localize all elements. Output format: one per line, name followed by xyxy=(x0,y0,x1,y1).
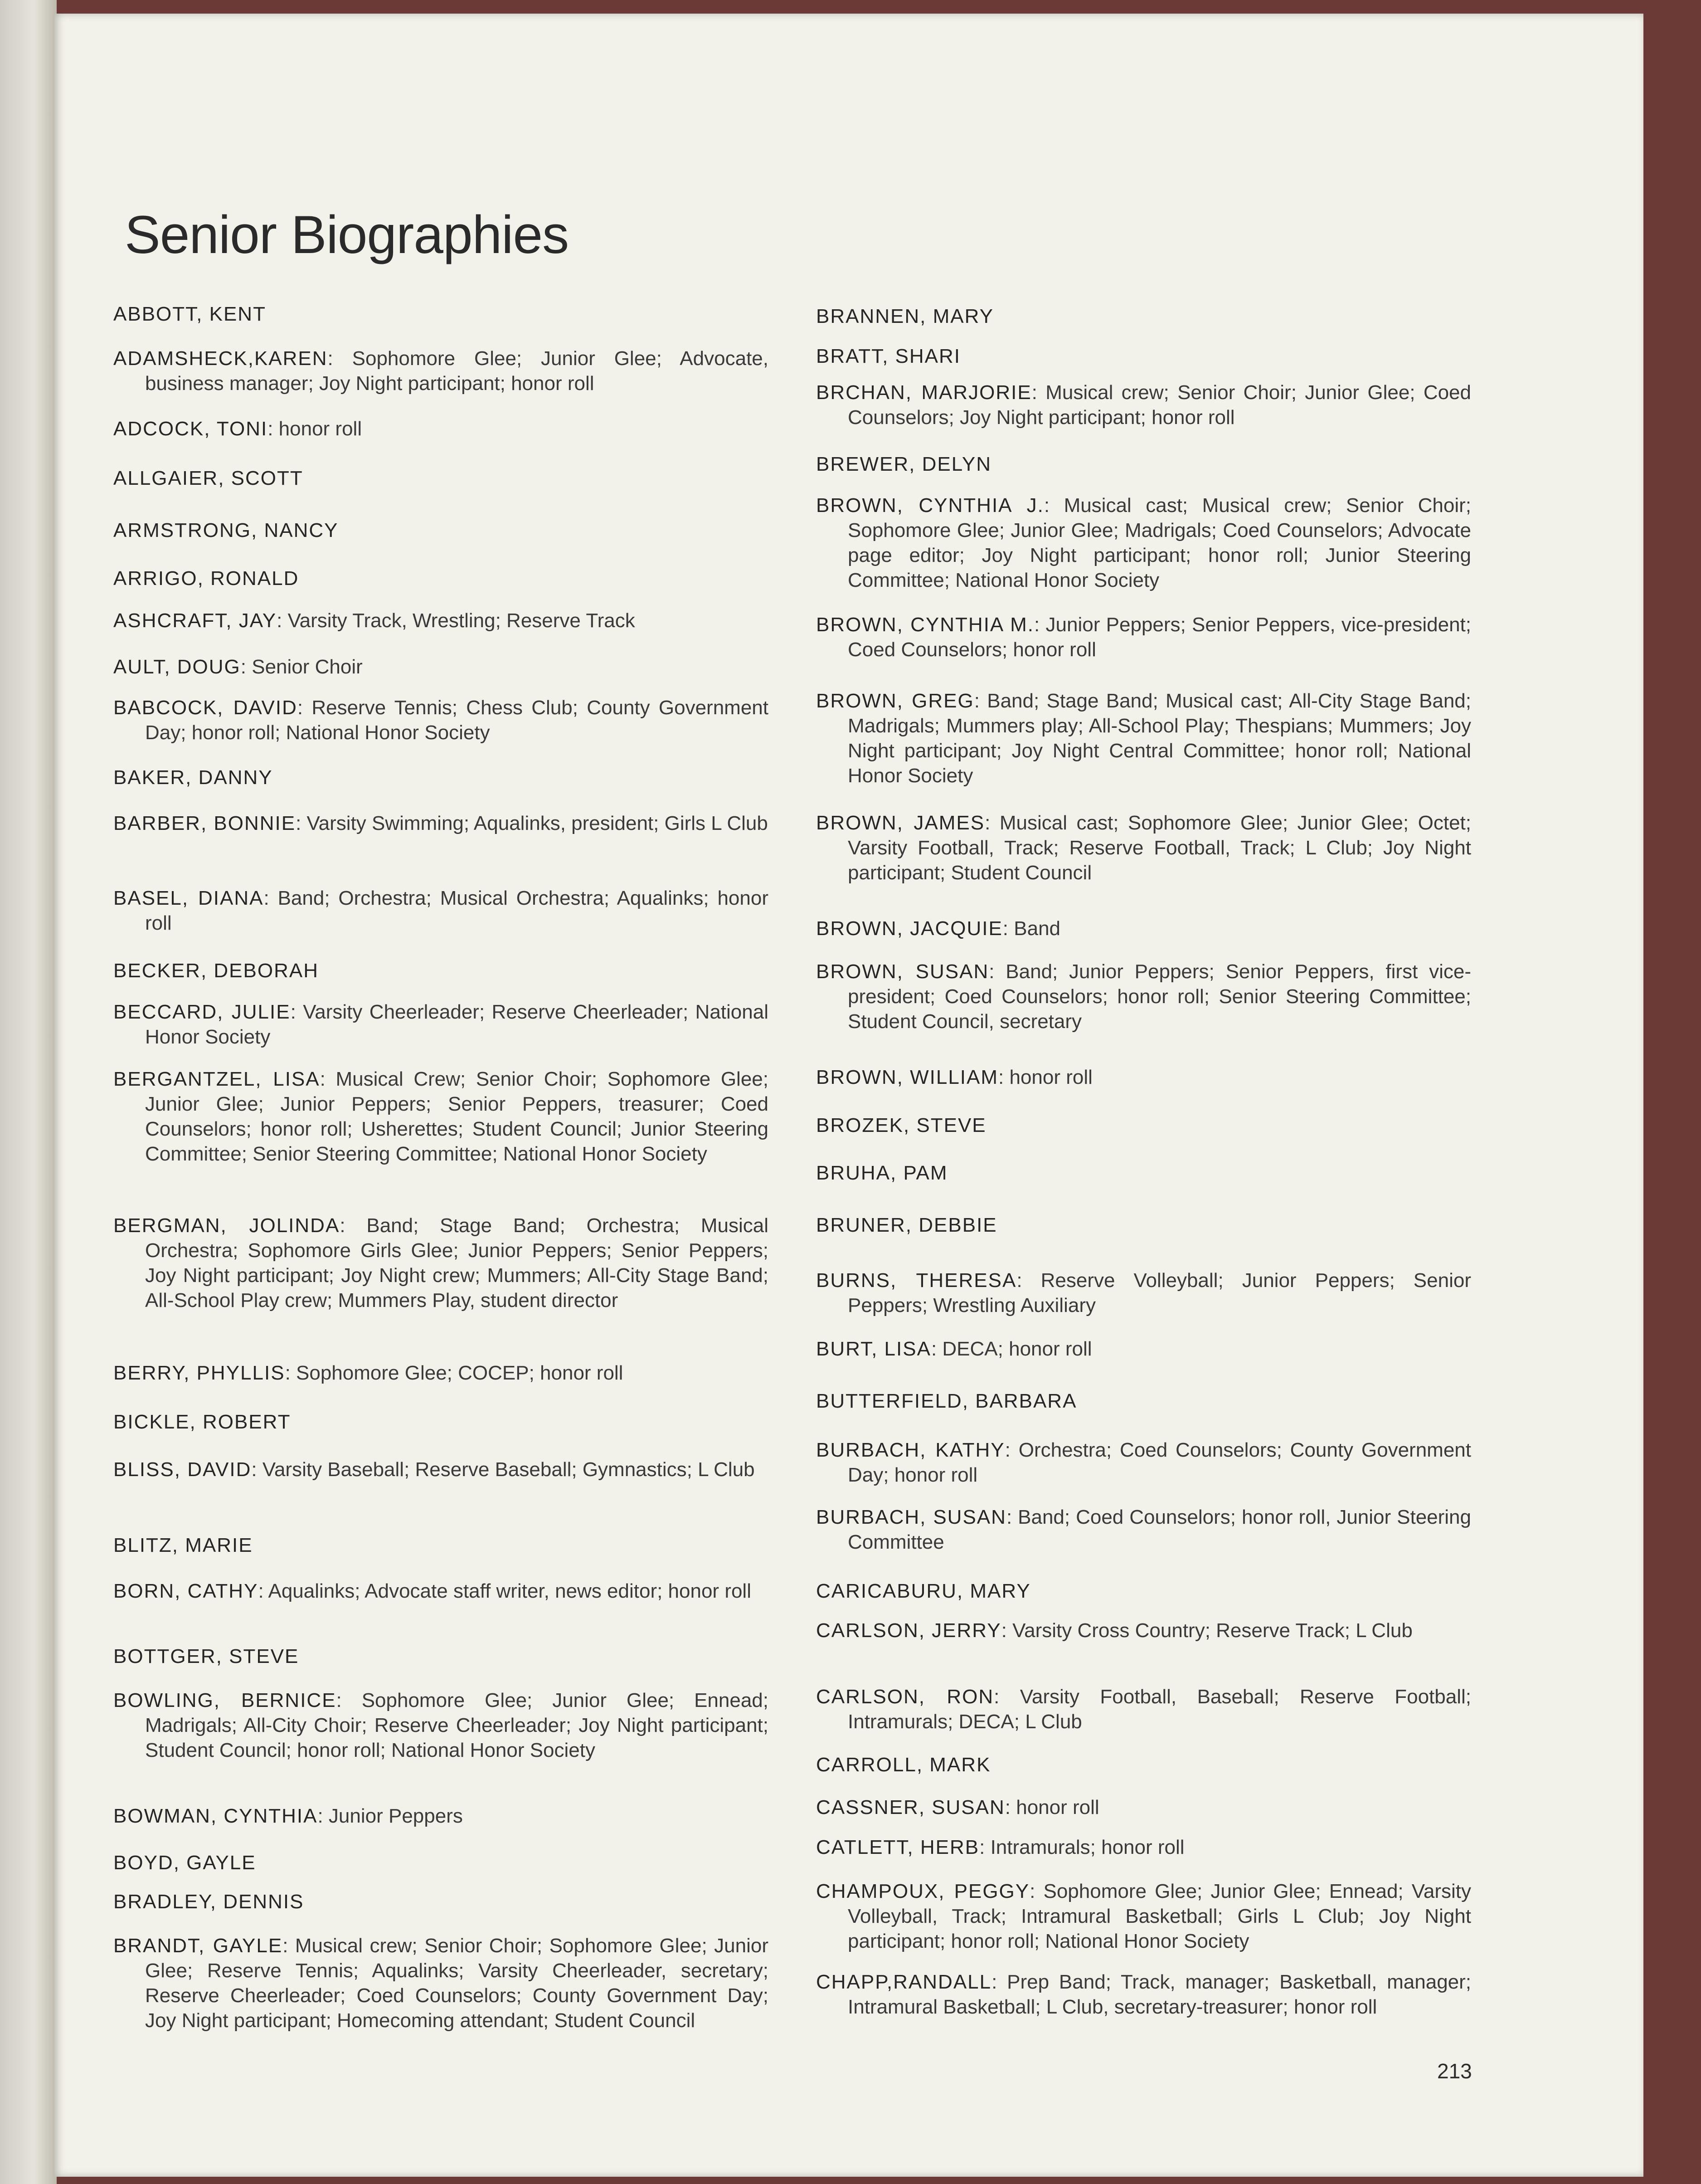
biography-entry: BROWN, SUSAN: Band; Junior Peppers; Senior Peppers, first vice-president; Coed Counselors; honor roll; Senior Steering Committee; Student Council, secretary xyxy=(816,960,1471,1033)
biography-entry: BROWN, GREG: Band; Stage Band; Musical cast; All-City Stage Band; Madrigals; Mummers play; All-School Play; Thespians; Mummers; Joy Night participant; Joy Night Central Committee; honor roll; National Honor Society xyxy=(816,690,1471,787)
book-binding xyxy=(0,0,57,2184)
biography-entry: ADCOCK, TONI: honor roll xyxy=(113,418,362,440)
biography-entry: BROWN, WILLIAM: honor roll xyxy=(816,1066,1093,1088)
biography-entry: BROWN, CYNTHIA M.: Junior Peppers; Senior Peppers, vice-president; Coed Counselors; honor roll xyxy=(816,614,1472,661)
biography-entry: BUTTERFIELD, BARBARA xyxy=(816,1390,1077,1412)
biography-entry: BROWN, CYNTHIA J.: Musical cast; Musical crew; Senior Choir; Sophomore Glee; Junior Glee; Madrigals; Coed Counselors; Advocate page editor; Joy Night participant; honor roll; Junior Steering Committee; National Honor Society xyxy=(816,494,1471,591)
biography-entry: AULT, DOUG: Senior Choir xyxy=(113,656,363,678)
biography-entry: BASEL, DIANA: Band; Orchestra; Musical Orchestra; Aqualinks; honor roll xyxy=(113,887,769,934)
biography-entry: BERGMAN, JOLINDA: Band; Stage Band; Orchestra; Musical Orchestra; Sophomore Girls Glee; Junior Peppers; Senior Peppers; Joy Night participant; Joy Night crew; Mummers; All-City Stage Band; All-School Play crew; Mummers Play, student director xyxy=(113,1214,769,1311)
biography-entry: BAKER, DANNY xyxy=(113,766,273,789)
biography-entry: CARICABURU, MARY xyxy=(816,1580,1031,1602)
biography-entry: BRUNER, DEBBIE xyxy=(816,1214,997,1236)
biography-entry: BORN, CATHY: Aqualinks; Advocate staff writer, news editor; honor roll xyxy=(113,1580,751,1602)
biography-entry: BARBER, BONNIE: Varsity Swimming; Aqualinks, president; Girls L Club xyxy=(113,812,768,834)
biography-entry: BOTTGER, STEVE xyxy=(113,1645,299,1667)
biography-entry: CARLSON, JERRY: Varsity Cross Country; Reserve Track; L Club xyxy=(816,1619,1413,1642)
biography-entry: BRADLEY, DENNIS xyxy=(113,1891,304,1913)
biography-entry: BOWMAN, CYNTHIA: Junior Peppers xyxy=(113,1805,463,1827)
biography-entry: BROWN, JACQUIE: Band xyxy=(816,917,1061,940)
biography-entry: ABBOTT, KENT xyxy=(113,303,266,325)
biography-entry: BECKER, DEBORAH xyxy=(113,960,319,982)
biography-entry: ARRIGO, RONALD xyxy=(113,567,299,590)
biography-entry: CHAPP,RANDALL: Prep Band; Track, manager; Basketball, manager; Intramural Basketball; L Club, secretary-treasurer; honor roll xyxy=(816,1971,1472,2018)
biography-entry: BICKLE, ROBERT xyxy=(113,1411,291,1433)
biography-entry: BOYD, GAYLE xyxy=(113,1852,256,1874)
biography-entry: BREWER, DELYN xyxy=(816,453,992,475)
biography-entry: ARMSTRONG, NANCY xyxy=(113,519,339,541)
page-title: Senior Biographies xyxy=(125,205,569,265)
biography-entry: CHAMPOUX, PEGGY: Sophomore Glee; Junior Glee; Ennead; Varsity Volleyball, Track; Intramural Basketball; Girls L Club; Joy Night participant; honor roll; National Honor Society xyxy=(816,1880,1471,1952)
biography-entry: ADAMSHECK,KAREN: Sophomore Glee; Junior Glee; Advocate, business manager; Joy Night participant; honor roll xyxy=(113,347,768,395)
biography-entry: ALLGAIER, SCOTT xyxy=(113,467,303,489)
biography-entry: BRUHA, PAM xyxy=(816,1162,948,1184)
biography-entry: BABCOCK, DAVID: Reserve Tennis; Chess Club; County Government Day; honor roll; National Honor Society xyxy=(113,697,768,744)
biography-entry: BERGANTZEL, LISA: Musical Crew; Senior Choir; Sophomore Glee; Junior Glee; Junior Peppers; Senior Peppers, treasurer; Coed Counselors; honor roll; Usherettes; Student Council; Junior Steering Committee; Senior Steering Committee; National Honor Society xyxy=(113,1068,768,1165)
biography-entry: BURNS, THERESA: Reserve Volleyball; Junior Peppers; Senior Peppers; Wrestling Auxiliary xyxy=(816,1269,1471,1316)
biography-entry: BRANNEN, MARY xyxy=(816,305,994,327)
biography-entry: BRATT, SHARI xyxy=(816,345,961,367)
page-number: 213 xyxy=(1437,2059,1472,2083)
biography-entry: BROWN, JAMES: Musical cast; Sophomore Glee; Junior Glee; Octet; Varsity Football, Track; Reserve Football, Track; L Club; Joy Night participant; Student Council xyxy=(816,812,1472,884)
biography-entry: BURBACH, SUSAN: Band; Coed Counselors; honor roll, Junior Steering Committee xyxy=(816,1506,1471,1553)
biography-entry: BECCARD, JULIE: Varsity Cheerleader; Reserve Cheerleader; National Honor Society xyxy=(113,1001,768,1048)
biography-entry: CARROLL, MARK xyxy=(816,1754,991,1776)
biography-entry: BLISS, DAVID: Varsity Baseball; Reserve Baseball; Gymnastics; L Club xyxy=(113,1458,755,1481)
biography-entry: CARLSON, RON: Varsity Football, Baseball; Reserve Football; Intramurals; DECA; L Club xyxy=(816,1686,1471,1733)
biography-entry: BRCHAN, MARJORIE: Musical crew; Senior Choir; Junior Glee; Coed Counselors; Joy Night participant; honor roll xyxy=(816,381,1472,429)
biography-entry: CATLETT, HERB: Intramurals; honor roll xyxy=(816,1836,1185,1858)
biography-entry: BURT, LISA: DECA; honor roll xyxy=(816,1338,1092,1360)
biography-entry: BLITZ, MARIE xyxy=(113,1534,253,1556)
biography-entry: BURBACH, KATHY: Orchestra; Coed Counselors; County Government Day; honor roll xyxy=(816,1439,1472,1486)
biography-entry: BERRY, PHYLLIS: Sophomore Glee; COCEP; honor roll xyxy=(113,1362,623,1384)
biography-entry: BRANDT, GAYLE: Musical crew; Senior Choir; Sophomore Glee; Junior Glee; Reserve Tennis; Aqualinks; Varsity Cheerleader, secretary; Reserve Cheerleader; Coed Counselors; County Government Day; Joy Night participant; Homecoming attendant; Student Council xyxy=(113,1935,768,2032)
biography-entry: CASSNER, SUSAN: honor roll xyxy=(816,1796,1099,1818)
biography-entry: BROZEK, STEVE xyxy=(816,1114,987,1136)
biography-entry: BOWLING, BERNICE: Sophomore Glee; Junior Glee; Ennead; Madrigals; All-City Choir; Reserve Cheerleader; Joy Night participant; Student Council; honor roll; National Honor Society xyxy=(113,1689,768,1761)
biography-entry: ASHCRAFT, JAY: Varsity Track, Wrestling; Reserve Track xyxy=(113,609,635,632)
document-page xyxy=(54,14,1643,2177)
